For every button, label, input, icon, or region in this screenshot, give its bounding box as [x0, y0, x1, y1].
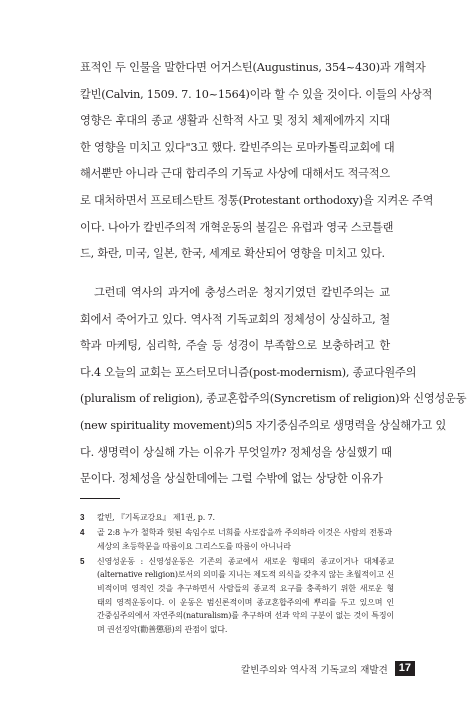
footnote-line: 칼빈, 『기독교강요』 제1권, p. 7.: [97, 513, 215, 522]
footnote-5: [80, 555, 395, 637]
footnote-line: 며 권선징악(勸善懲惡)의 관점이 없다.: [97, 624, 228, 634]
text-line: (new spirituality movement)의5 자기중심주의로 생명력을 상실해가고 있: [80, 418, 447, 432]
text-line: (pluralism of religion), 종교혼합주의(Syncretism of religion)와 신영성운동: [80, 392, 467, 406]
text-line: 드, 화란, 미국, 일본, 한국, 세계로 확산되어 영향을 미치고 있다.: [80, 247, 385, 261]
text-line: 표적인 두 인물을 말한다면 어거스틴(Augustinus, 354~430)과 개혁자: [80, 61, 426, 74]
footnote-line: 골 2:8 누가 철학과 헛된 속임수로 너희를 사로잡을까 주의하라 이것은 사람의 전통과: [97, 528, 392, 538]
footnote-number: 3: [80, 513, 85, 522]
text-line: 로 대처하면서 프로테스탄트 정통(Protestant orthodoxy)을 지켜온 주역: [80, 193, 434, 207]
footnote-3: [80, 511, 392, 525]
text-line: 이다. 나아가 칼빈주의적 개혁운동의 불길은 유럽과 영국 스코틀랜: [80, 220, 394, 234]
text-line: 한 영향을 미치고 있다"3고 했다. 칼빈주의는 로마카톨릭교회에 대: [80, 140, 395, 154]
footnotes: [80, 511, 395, 638]
footnote-number: 5: [80, 556, 85, 566]
text-line: 영향은 후대의 종교 생활과 신학적 사고 및 정치 체제에까지 지대: [80, 114, 390, 128]
footnote-line: 신영성운동 : 신영성운동은 기존의 종교에서 새로운 형태의 종교이거나 대체종교: [97, 556, 395, 566]
text-line: 회에서 죽어가고 있다. 역사적 기독교회의 정체성이 상실하고, 철: [80, 312, 390, 326]
footnote-4: [80, 526, 392, 553]
footnote-number: 4: [80, 528, 85, 538]
text-line: 해서뿐만 아니라 근대 합리주의 기독교 사상에 대해서도 적극적으: [80, 167, 390, 181]
footnote-line: 간중심주의에서 자연주의(naturalism)를 추구하며 선과 악의 구분이 없는 것이 특징이: [97, 611, 395, 621]
footnote-line: 세상의 초등학문을 따름이요 그리스도를 따름이 아니니라: [97, 541, 291, 551]
footnote-line: 태의 영적운동이다. 이 운동은 범신론적이며 종교혼합주의에 뿌리를 두고 있으며 인: [97, 597, 395, 607]
footnote-divider: [80, 498, 120, 499]
text-line: 칼빈(Calvin, 1509. 7. 10~1564)이라 할 수 있을 것이다. 이들의 사상적: [80, 87, 433, 101]
text-line: 다. 생명력이 상실해 가는 이유가 무엇일까? 정체성을 상실했기 때: [80, 445, 392, 459]
running-footer: [241, 661, 415, 676]
footnote-line: 비적이며 영적인 것을 추구하면서 사람들의 종교적 요구를 충족하기 위한 새로운 형: [97, 583, 395, 593]
paragraph-1: [80, 55, 434, 268]
footnote-line: (alternative religion)로서의 의미를 지니는 제도적 의식을 갖추지 않는 초월적이고 신: [97, 570, 395, 580]
text-line: 문이다. 정체성을 상실한데에는 그럴 수밖에 없는 상당한 이유가: [80, 472, 383, 486]
text-line: 학과 마케팅, 심리학, 주술 등 성경이 부족함으로 보충하려고 한: [80, 339, 390, 353]
page-number: 17: [395, 661, 415, 676]
paragraph-2: [80, 280, 467, 493]
running-title: 칼빈주의와 역사적 기독교의 재발견: [241, 664, 388, 676]
text-line: 다.4 오늘의 교회는 포스터모더니즘(post-modernism), 종교다원주의: [80, 365, 417, 379]
text-line: 그런데 역사의 과거에 충성스러운 청지기였던 칼빈주의는 교: [94, 286, 390, 299]
